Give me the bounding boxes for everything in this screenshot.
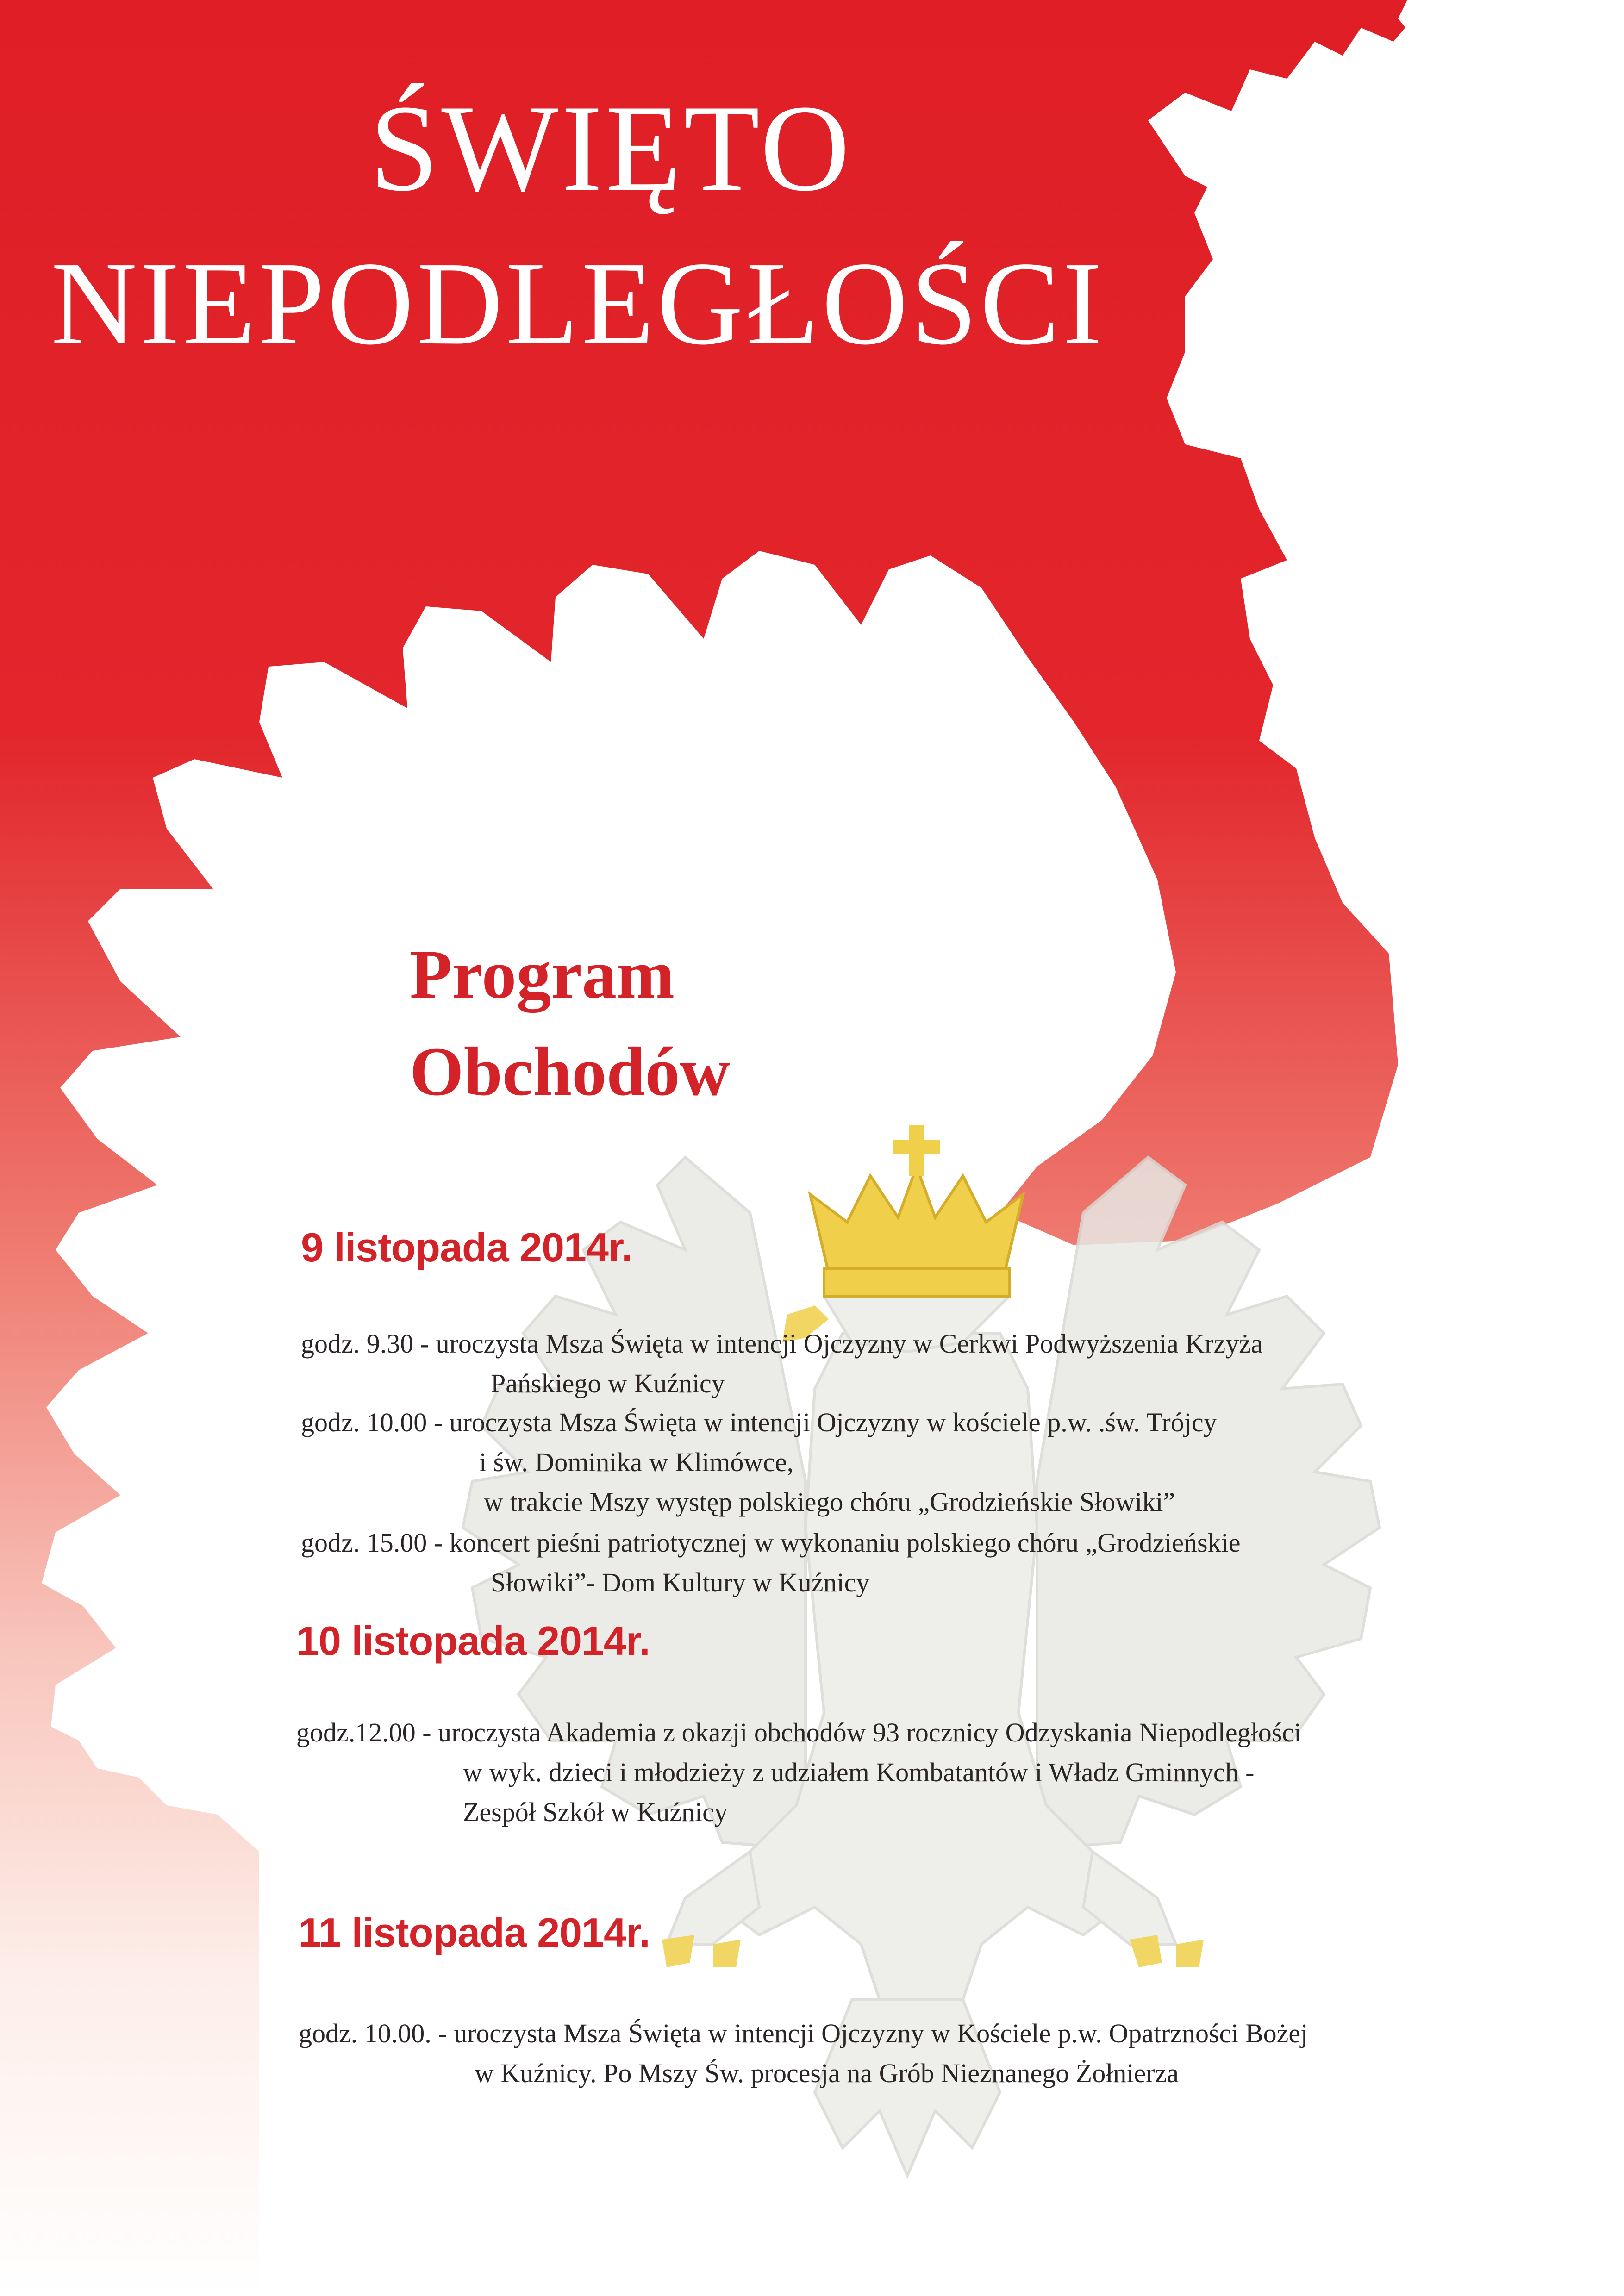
subtitle-program: Program: [410, 936, 675, 1013]
entry-first-line: [301, 1403, 1217, 1442]
schedule-entry-nov9-0930: [301, 1324, 1263, 1404]
entry-continuation: w wyk. dzieci i młodzieży z udziałem Kombatantów i Władz Gminnych -: [463, 1757, 1255, 1787]
date-heading-nov-10: 10 listopada 2014r.: [296, 1618, 650, 1664]
schedule-entry-nov11-1000: [299, 2014, 1308, 2093]
entry-text: uroczysta Msza Święta w intencji Ojczyzny w Cerkwi Podwyższenia Krzyża: [436, 1329, 1263, 1359]
entry-first-line: [299, 2014, 1308, 2053]
entry-continuation: w trakcie Mszy występ polskiego chóru „Grodzieńskie Słowiki”: [484, 1487, 1175, 1517]
schedule-entry-nov9-1000: [301, 1403, 1217, 1522]
entry-continuation: Słowiki”- Dom Kultury w Kuźnicy: [491, 1567, 870, 1597]
entry-time: godz. 9.30 -: [301, 1329, 430, 1359]
entry-text: koncert pieśni patriotycznej w wykonaniu polskiego chóru „Grodzieńskie: [449, 1528, 1241, 1558]
entry-text: uroczysta Msza Święta w intencji Ojczyzny w Kościele p.w. Opatrzności Bożej: [454, 2018, 1308, 2048]
date-heading-nov-11: 11 listopada 2014r.: [299, 1909, 650, 1955]
entry-continuation: Zespół Szkół w Kuźnicy: [463, 1797, 728, 1827]
entry-time: godz. 10.00 -: [301, 1407, 443, 1437]
title-line-2: NIEPODLEGŁOŚCI: [51, 237, 1105, 369]
entry-text: uroczysta Msza Święta w intencji Ojczyzny w kościele p.w. .św. Trójcy: [449, 1407, 1217, 1437]
entry-time: godz. 10.00. -: [299, 2018, 447, 2048]
schedule-entry-nov9-1500: [301, 1523, 1240, 1603]
entry-time: godz. 15.00 -: [301, 1528, 443, 1558]
entry-time: godz.12.00 -: [296, 1717, 431, 1747]
entry-first-line: [301, 1324, 1263, 1364]
entry-continuation: Pańskiego w Kuźnicy: [491, 1368, 725, 1398]
schedule-entry-nov10-1200: [296, 1713, 1301, 1832]
entry-continuation: i św. Dominika w Klimówce,: [479, 1447, 794, 1477]
entry-first-line: [301, 1523, 1240, 1563]
entry-first-line: [296, 1713, 1301, 1753]
date-heading-nov-9: 9 listopada 2014r.: [301, 1224, 632, 1270]
entry-continuation: w Kuźnicy. Po Mszy Św. procesja na Grób Nieznanego Żołnierza: [475, 2058, 1179, 2088]
title-line-1: ŚWIĘTO: [369, 79, 853, 217]
entry-text: uroczysta Akademia z okazji obchodów 93 rocznicy Odzyskania Niepodległości: [438, 1717, 1302, 1747]
subtitle-obchodow: Obchodów: [410, 1033, 730, 1110]
